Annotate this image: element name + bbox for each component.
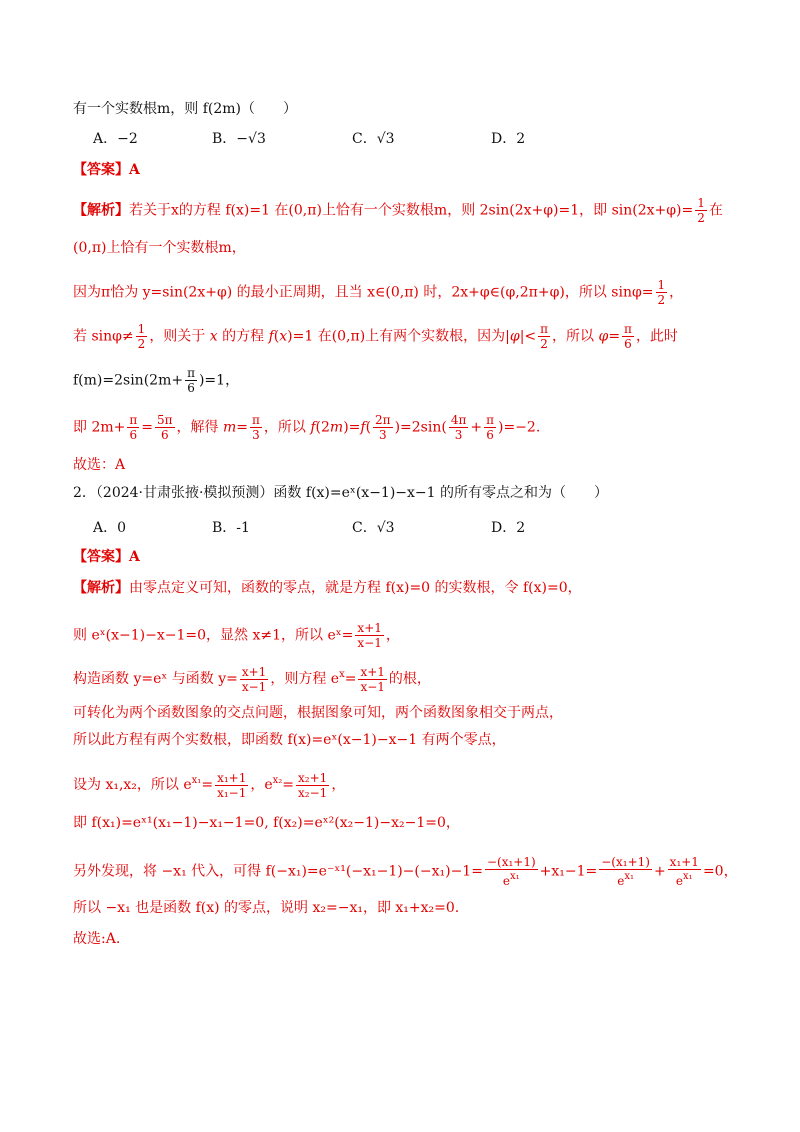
q2-answer	[73, 546, 140, 568]
analysis-text: 因为π恰为 y=sin(2x+φ) 的最小正周期，且当 x∈(0,π) 时，2x+φ∈(φ,2π+φ)，所以 sinφ=	[73, 284, 654, 301]
fraction: $\frac{x+1}{x-1}$	[357, 621, 382, 650]
q1-analysis-line-2: (0,π)上恰有一个实数根m，	[73, 240, 246, 256]
q2-option-a: A．0	[93, 520, 127, 536]
q1-analysis-line-3: 因为π恰为 y=sin(2x+φ) 的最小正周期，且当 x∈(0,π) 时，2x+φ∈(φ,2π+φ)，所以 sinφ= $\frac{1}{2}$ ，	[73, 278, 684, 307]
answer-tag: 【答案】	[73, 549, 129, 565]
fraction: $\frac{x+1}{x-1}$	[241, 664, 267, 694]
q2-analysis-line-6: 设为 x₁,x₂，所以 $e^{x_1}=$ $\frac{\text{x₁+1}}{\text{x₁−1}}$ ，$e^{x_2}=$ $\frac{\text{x₂+1}}{\text{x₂−1}}$ ，	[73, 770, 346, 800]
analysis-text: 构造函数 y=eˣ 与函数 y=	[73, 671, 238, 687]
q2-analysis-line-5: 所以此方程有两个实数根，即函数 f(x)=eˣ(x−1)−x−1 有两个零点，	[73, 732, 506, 748]
analysis-text: 设为 x₁,x₂，所以	[73, 777, 179, 793]
q1-option-c: C．√3	[352, 131, 395, 147]
q1-analysis-line-6: 即 2m+ $\frac{\pi}{6}$ = $\frac{5\pi}{6}$ ，解得 m= $\frac{\pi}{3}$ ，所以 f(2m)=f( $\frac{2\pi}{3}$ )=2sin( $\frac{4\pi}{3}$ + $\frac{\pi}{6}$ )=−2.	[73, 413, 541, 442]
fraction: $\frac{\pi}{6}$	[187, 366, 195, 395]
analysis-text: 则 eˣ(x−1)−x−1=0，显然 x≠1，所以 eˣ=	[73, 627, 354, 644]
q2-analysis-line-8: 另外发现，将 −x₁ 代入，可得 f(−x₁)=e⁻ˣ¹(−x₁−1)−(−x₁)−1= $\frac{\text{−(x₁+1)}}{e^{x_1}}$ +x₁−1= $\frac{\text{−(x₁+1)}}{e^{x_1}}$ + $\frac{\text{x₁+1}}{e^{x_1}}$ =0，	[73, 855, 738, 888]
q1-option-a: A．−2	[93, 131, 138, 147]
q1-analysis-line-1: 【解析】若关于x的方程 f(x)=1 在(0,π)上恰有一个实数根m，则 2sin(2x+φ)=1，即 sin(2x+φ)= $\frac{1}{2}$ 在	[73, 196, 723, 225]
q2-option-d: D．2	[491, 520, 526, 536]
analysis-text: 另外发现，将 −x₁ 代入，可得 f(−x₁)=e⁻ˣ¹(−x₁−1)−(−x₁)−1=	[73, 863, 483, 880]
q2-option-b: B．-1	[212, 520, 250, 536]
analysis-text: f(m)=2sin(2m+	[73, 372, 184, 389]
q2-option-c: C．√3	[352, 520, 395, 536]
q1-analysis-line-4: 若 sinφ≠ $\frac{1}{2}$ ，则关于 x 的方程 f(x)=1 在(0,π)上有两个实数根，因为|φ|< $\frac{\pi}{2}$ ，所以 φ= $\frac{\pi}{6}$ ，此时	[73, 322, 678, 351]
q2-analysis-line-9: 所以 −x₁ 也是函数 f(x) 的零点，说明 x₂=−x₁，即 x₁+x₂=0.	[73, 900, 460, 916]
q2-analysis-line-7: 即 f(x₁)=eˣ¹(x₁−1)−x₁−1=0, f(x₂)=eˣ²(x₂−1)−x₂−1=0，	[73, 815, 460, 831]
q1-answer	[73, 159, 140, 181]
q2-conclusion: 故选:A.	[73, 931, 121, 947]
analysis-text: 由零点定义可知，函数的零点，就是方程 f(x)=0 的实数根，令 f(x)=0，	[129, 580, 582, 596]
q2-analysis-line-3: 构造函数 y=eˣ 与函数 y= $\frac{x+1}{x-1}$ ，则方程 $e^x=$ $\frac{x+1}{x-1}$ 的根，	[73, 664, 431, 694]
q1-stem-tail: 有一个实数根m，则 f(2m)（ ）	[73, 101, 298, 117]
q1-conclusion: 故选：A	[73, 457, 126, 473]
q2-stem: 2．（2024·甘肃张掖·模拟预测）函数 f(x)=eˣ(x−1)−x−1 的所有零点之和为（ ）	[73, 485, 609, 501]
q2-analysis-line-2: 则 eˣ(x−1)−x−1=0，显然 x≠1，所以 eˣ= $\frac{x+1}{x-1}$ ，	[73, 621, 400, 650]
analysis-text: 若 sinφ≠	[73, 328, 134, 345]
analysis-text: 若关于x的方程 f(x)=1 在(0,π)上恰有一个实数根m，则 2sin(2x+φ)=1，即 sin(2x+φ)=	[129, 202, 694, 219]
q1-option-b: B．−√3	[212, 131, 266, 147]
answer-value: A	[129, 549, 140, 565]
fraction: $\frac{1}{2}$	[137, 322, 146, 351]
q1-analysis-line-5: f(m)=2sin(2m+ $\frac{\pi}{6}$ )=1，	[73, 366, 240, 395]
q1-option-d: D．2	[491, 131, 526, 147]
answer-tag: 【答案】	[73, 162, 129, 178]
q2-analysis-line-1	[73, 577, 582, 599]
answer-value: A	[129, 162, 140, 178]
analysis-text: 即 2m+	[73, 419, 126, 436]
analysis-tag: 【解析】	[73, 580, 129, 596]
fraction: $\frac{1}{2}$	[657, 278, 666, 307]
analysis-tag: 【解析】	[73, 202, 129, 219]
q2-analysis-line-4: 可转化为两个函数图象的交点问题，根据图象可知，两个函数图象相交于两点，	[73, 705, 563, 721]
fraction: $\frac{1}{2}$	[697, 196, 705, 225]
